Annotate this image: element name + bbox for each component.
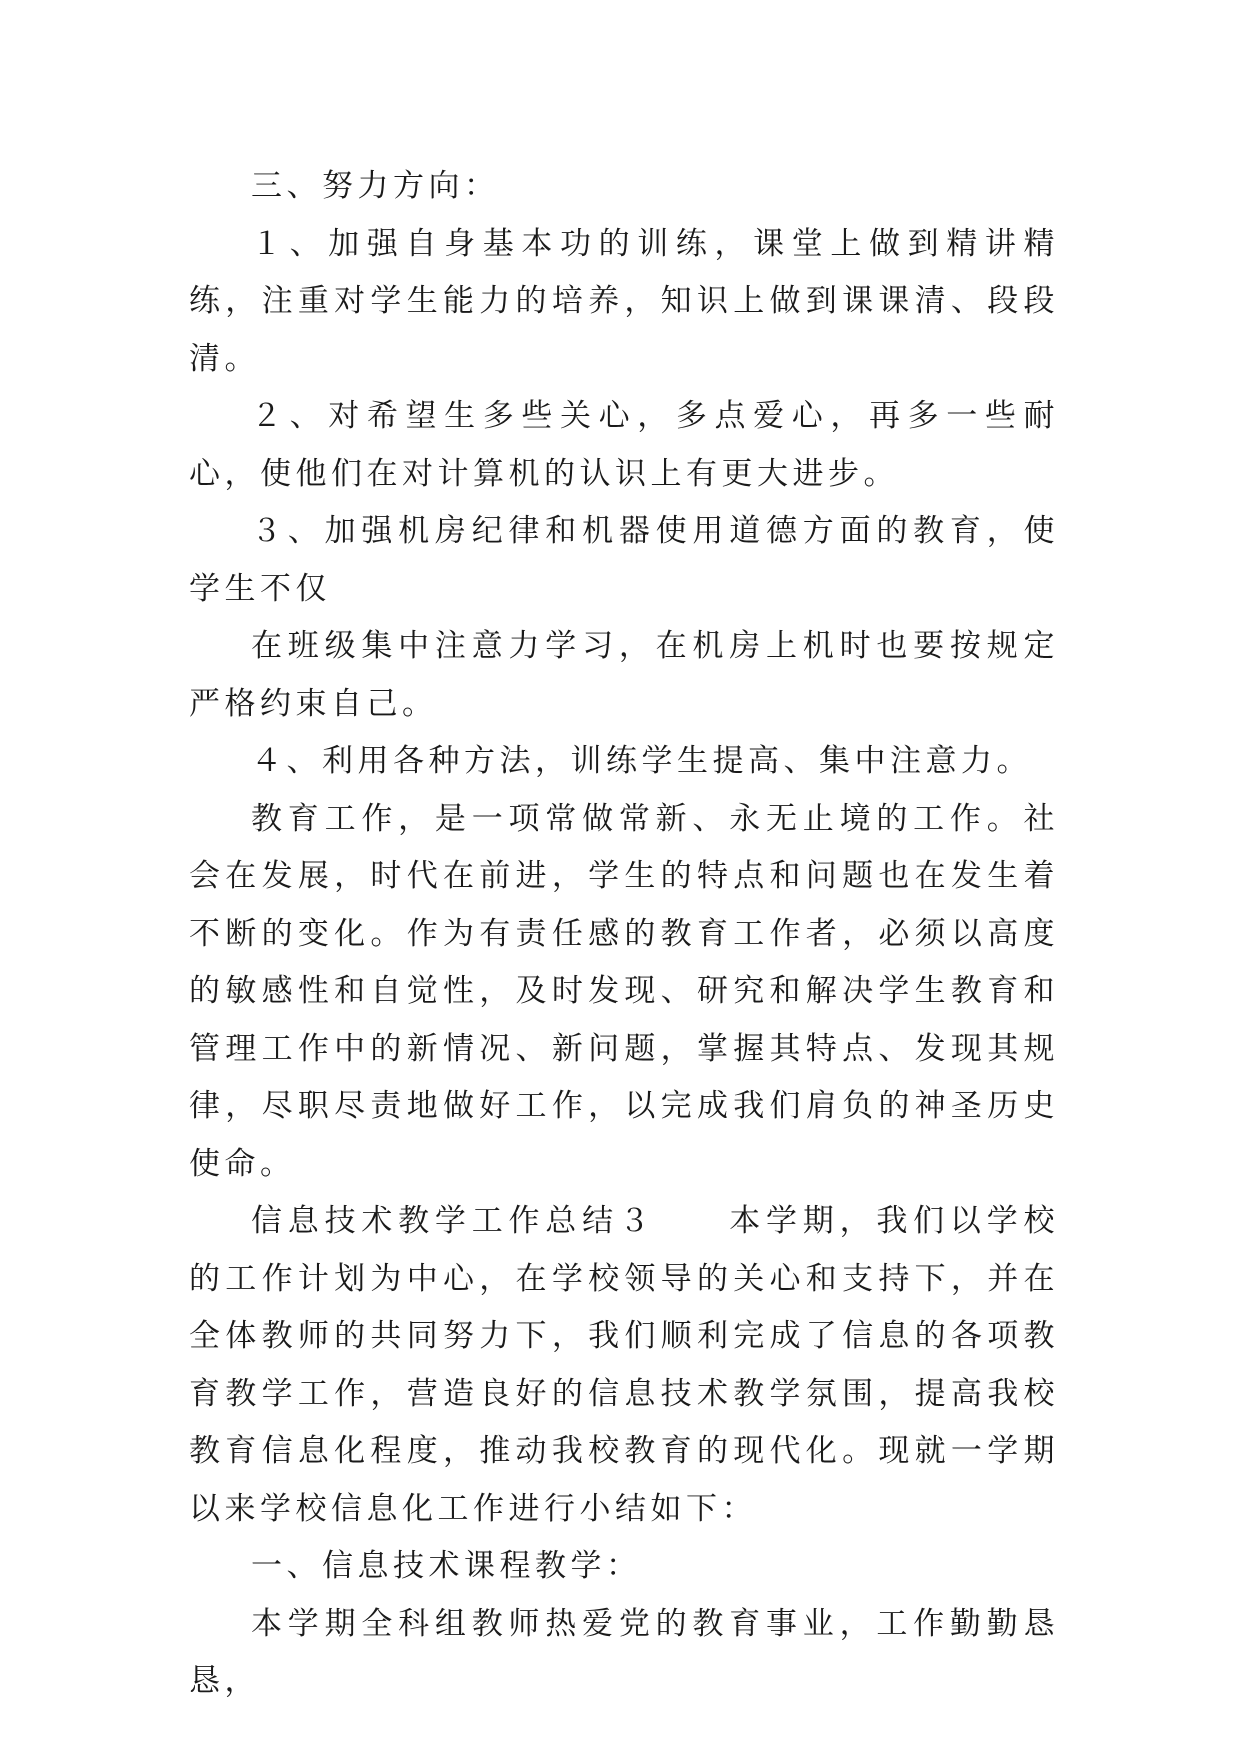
paragraph-item-4: ４、利用各种方法，训练学生提高、集中注意力。 (251, 743, 1032, 779)
section-heading-course-teaching: 一、信息技术课程教学： (251, 1548, 642, 1584)
paragraph-item-3: ３、加强机房纪律和机器使用道德方面的教育，使学生不仅 (189, 513, 1059, 607)
paragraph-education-work: 教育工作，是一项常做常新、永无止境的工作。社会在发展，时代在前进，学生的特点和问题也在发生着不断的变化。作为有责任感的教育工作者，必须以高度的敏感性和自觉性，及时发现、研究和解决学生教育和管理工作中的新情况、新问题，掌握其特点、发现其规律，尽职尽责地做好工作，以完成我们肩负的神圣历史使命。 (189, 800, 1059, 1182)
paragraph-summary-3: 信息技术教学工作总结３ 本学期，我们以学校的工作计划为中心，在学校领导的关心和支持下，并在全体教师的共同努力下，我们顺利完成了信息的各项教育教学工作，营造良好的信息技术教学氛围，提高我校教育信息化程度，推动我校教育的现代化。现就一学期以来学校信息化工作进行小结如下： (189, 1203, 1059, 1527)
paragraph-item-1: １、加强自身基本功的训练，课堂上做到精讲精练，注重对学生能力的培养，知识上做到课课清、段段清。 (189, 225, 1059, 377)
document-body (189, 158, 1059, 1711)
paragraph-item-3-continued: 在班级集中注意力学习，在机房上机时也要按规定严格约束自己。 (189, 628, 1059, 722)
section-heading-effort-direction: 三、努力方向： (251, 168, 500, 204)
paragraph-semester-teachers: 本学期全科组教师热爱党的教育事业，工作勤勤恳恳， (189, 1605, 1059, 1699)
paragraph-item-2: ２、对希望生多些关心，多点爱心，再多一些耐心，使他们在对计算机的认识上有更大进步。 (189, 398, 1059, 492)
